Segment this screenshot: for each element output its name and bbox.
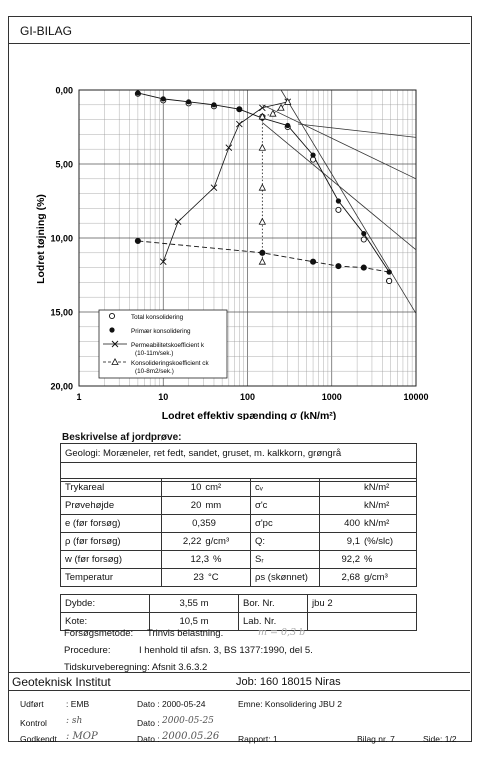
property-label: e (før forsøg): [61, 515, 162, 533]
dato2-value: 2000-05-25: [162, 716, 214, 726]
marker-triangle: [259, 145, 265, 151]
property-sym-unit: kN/m²: [364, 518, 390, 529]
marker-filled-circle: [109, 327, 114, 332]
property-sym-unit: kN/m²: [364, 500, 390, 511]
x-tick-label: 10000: [403, 392, 429, 402]
y-tick-label: 5,00: [55, 159, 73, 170]
marker-filled-circle: [336, 264, 341, 269]
marker-filled-circle: [310, 153, 315, 158]
marker-filled-circle: [387, 269, 392, 274]
property-value: [162, 569, 251, 587]
page-title: GI-BILAG: [20, 24, 73, 38]
property-value: [162, 551, 251, 569]
bilag-text: Bilag nr. 7: [357, 734, 395, 744]
legend-label: Konsolideringskoefficient ck: [131, 360, 209, 367]
bor-label-text: Bor. Nr.: [243, 598, 275, 609]
property-label: ρ (før forsøg): [61, 533, 162, 551]
property-symbol: Q:: [251, 533, 320, 551]
job-number: Job: 160 18015 Niras: [236, 676, 341, 688]
kote-value: 10,5 m: [150, 613, 239, 631]
property-value: [162, 479, 251, 497]
bor-label: [239, 595, 308, 613]
property-sym-value: [320, 497, 417, 515]
property-row: [61, 515, 417, 533]
property-sym-number: 9,1: [346, 536, 360, 547]
kontrol-label: Kontrol: [20, 718, 47, 728]
marker-cross: [259, 105, 265, 111]
bor-value: jbu 2: [308, 595, 417, 613]
procedure-value: I henhold til afsn. 3, BS 1377:1990, del 5.: [139, 645, 313, 656]
marker-filled-circle: [161, 96, 166, 101]
geology-row: [61, 444, 417, 463]
marker-open-circle: [361, 237, 366, 242]
legend-label: Total konsolidering: [131, 314, 184, 321]
property-sym-value: [320, 533, 417, 551]
dybde-label: Dybde:: [61, 595, 150, 613]
kote-label: Kote:: [61, 613, 150, 631]
forsog-label: Forsøgsmetode:: [64, 628, 134, 639]
marker-filled-circle: [135, 238, 140, 243]
y-axis-label: Lodret tøjning (%): [35, 194, 47, 284]
x-tick-label: 1: [76, 392, 82, 402]
property-sym-value: [320, 515, 417, 533]
marker-filled-circle: [135, 90, 140, 95]
footer-divider-2: [8, 690, 470, 691]
dato3-value: 2000.05.26: [162, 731, 220, 742]
godkendt-signature: : MOP: [66, 731, 98, 742]
marker-filled-circle: [237, 107, 242, 112]
marker-open-circle: [310, 157, 315, 162]
legend-label: Primær konsolidering: [131, 328, 191, 335]
property-row: [61, 569, 417, 587]
property-number: 23: [193, 572, 204, 583]
marker-filled-circle: [361, 231, 366, 236]
property-sym-value: [320, 479, 417, 497]
procedure-label: Procedure:: [64, 645, 111, 656]
legend-label: Permeabilitetskoefficient k: [131, 342, 205, 349]
property-label: Prøvehøjde: [61, 497, 162, 515]
property-value: [162, 533, 251, 551]
lab-label: Lab. Nr.: [239, 613, 308, 631]
property-number: 20: [190, 500, 202, 511]
handwritten-note: m = 0,3 b: [258, 627, 306, 638]
property-symbol: σ'pc: [251, 515, 320, 533]
property-label: w (før forsøg): [61, 551, 162, 569]
x-tick-label: 1000: [321, 392, 342, 402]
property-sym-unit: kN/m²: [364, 482, 390, 493]
geology-table: [60, 443, 417, 482]
property-unit: °C: [207, 572, 219, 583]
dybde-value: 3,55 m: [150, 595, 239, 613]
marker-filled-circle: [186, 99, 191, 104]
property-symbol: Sᵣ: [251, 551, 320, 569]
side-text: Side: 1/2: [423, 734, 457, 744]
property-sym-unit: %: [364, 554, 373, 565]
y-tick-label: 15,00: [50, 307, 73, 318]
x-tick-label: 10: [158, 392, 169, 402]
property-sym-value: [320, 551, 417, 569]
property-row: [61, 551, 417, 569]
marker-filled-circle: [260, 250, 265, 255]
dato2-label: Dato :: [137, 718, 160, 728]
x-tick-label: 100: [239, 392, 256, 402]
property-unit: mm: [205, 500, 222, 511]
property-sym-number: 400: [344, 518, 360, 529]
marker-filled-circle: [211, 102, 216, 107]
tidskurve-text: Tidskurveberegning: Afsnit 3.6.3.2: [64, 662, 208, 673]
x-axis-label: Lodret effektiv spænding σ (kN/m²): [161, 410, 337, 420]
property-sym-unit: g/cm³: [364, 572, 388, 583]
property-unit: %: [213, 554, 222, 565]
geology-text: Geologi: Moræneler, ret fedt, sandet, gruset, m. kalkkorn, grøngrå: [61, 444, 417, 463]
property-number: 0,359: [192, 518, 216, 529]
dato3-label: Dato :: [137, 734, 160, 744]
property-unit: g/cm³: [205, 536, 230, 547]
udfort-value: : EMB: [66, 699, 90, 709]
marker-triangle: [259, 184, 265, 190]
chart-legend: [99, 310, 227, 378]
marker-cross: [175, 219, 181, 225]
property-row: [61, 497, 417, 515]
y-tick-label: 0,00: [55, 85, 73, 96]
property-number: 10: [190, 482, 202, 493]
unload-line: [138, 241, 389, 272]
marker-filled-circle: [310, 259, 315, 264]
properties-table: [60, 478, 417, 587]
marker-filled-circle: [361, 265, 366, 270]
property-value: [162, 497, 251, 515]
marker-open-circle: [387, 278, 392, 283]
marker-triangle: [259, 258, 265, 264]
godkendt-label: Godkendt: [20, 734, 57, 744]
institute-name: Geoteknisk Institut: [12, 675, 111, 689]
property-sym-number: 2,68: [341, 572, 360, 583]
y-tick-label: 10,00: [50, 233, 73, 244]
forsog-value: Trinvis belastning.: [147, 628, 224, 639]
marker-filled-circle: [336, 198, 341, 203]
property-unit: cm²: [205, 482, 222, 493]
udfort-label: Udført: [20, 699, 44, 709]
property-number: 2,22: [182, 536, 202, 547]
property-label: Temperatur: [61, 569, 162, 587]
emne-text: Emne: Konsolidering JBU 2: [238, 699, 342, 709]
property-number: 12,3: [190, 554, 210, 565]
marker-open-circle: [336, 207, 341, 212]
property-row: [61, 533, 417, 551]
property-sym-unit: (%/slc): [364, 536, 394, 547]
footer-divider: [8, 672, 470, 673]
marker-open-circle: [109, 313, 114, 318]
rapport-text: Rapport: 1: [238, 734, 278, 744]
property-row: [61, 479, 417, 497]
legend-label-2: (10-11m/sek.): [135, 350, 174, 357]
property-symbol: ρs (skønnet): [251, 569, 320, 587]
marker-triangle: [270, 110, 276, 116]
property-symbol: σ'c: [251, 497, 320, 515]
y-tick-label: 20,00: [50, 381, 73, 392]
chart-marks: [135, 90, 391, 283]
legend-label-2: (10-8m2/sek.): [135, 368, 174, 375]
property-value: [162, 515, 251, 533]
marker-filled-circle: [285, 123, 290, 128]
property-sym-number: 92,2: [341, 554, 360, 565]
dato1-label: Dato :: [137, 699, 160, 709]
lab-value: [308, 613, 417, 631]
dato1-value: 2000-05-24: [162, 699, 206, 709]
property-label: Trykareal: [61, 479, 162, 497]
property-symbol: cᵥ: [251, 479, 320, 497]
property-sym-value: [320, 569, 417, 587]
kontrol-signature: : sh: [66, 716, 83, 726]
sample-table: [60, 594, 417, 631]
marker-triangle: [259, 219, 265, 225]
description-heading: Beskrivelse af jordprøve:: [62, 432, 182, 443]
